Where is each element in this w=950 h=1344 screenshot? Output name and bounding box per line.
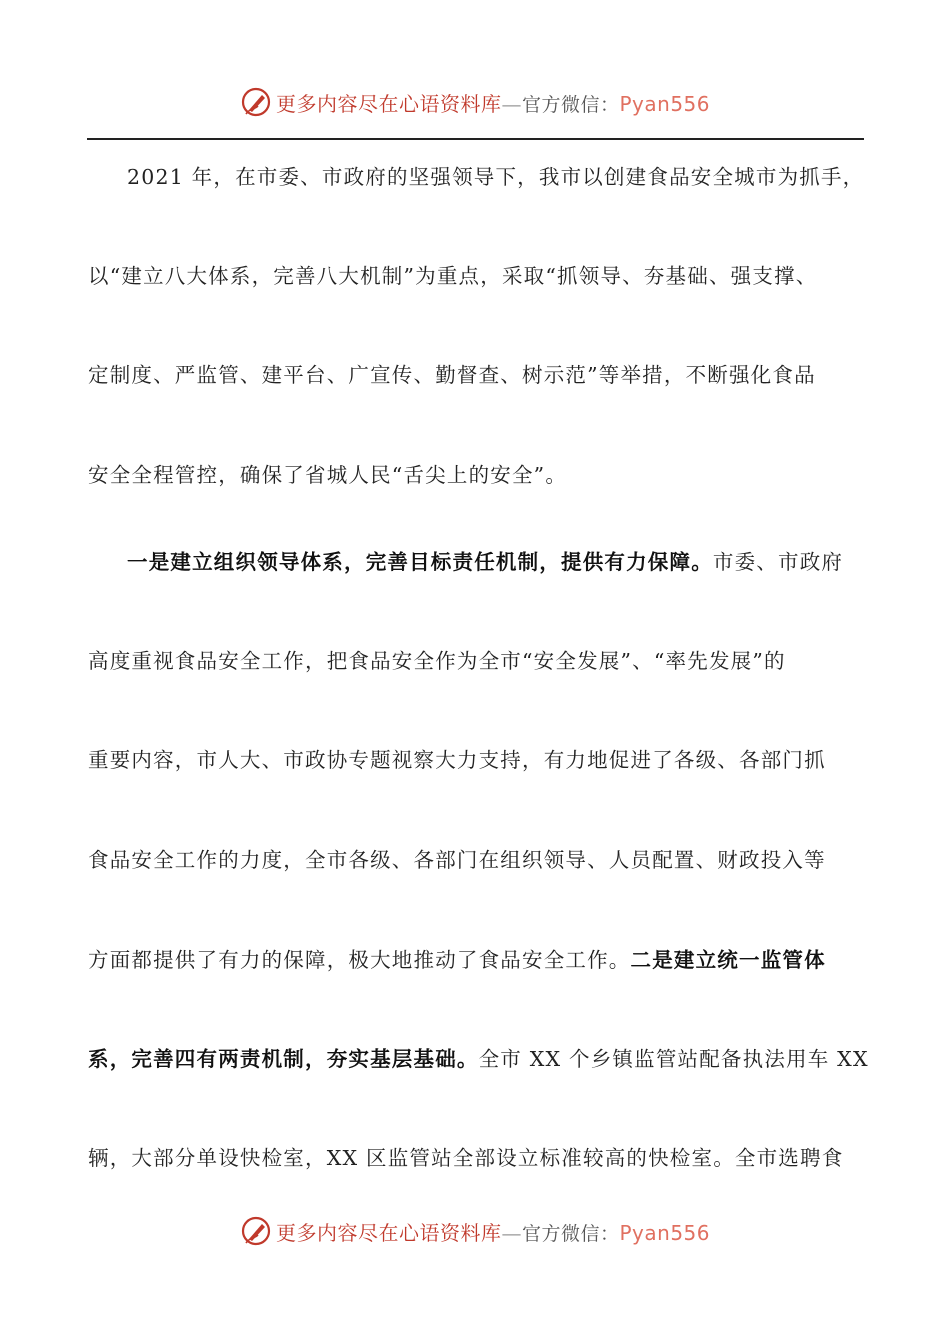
para2-line3: 重要内容，市人大、市政协专题视察大力支持，有力地促进了各级、各部门抓 [88,748,826,772]
pen-logo-icon [240,86,272,118]
section-heading-1: 一是建立组织领导体系，完善目标责任机制，提供有力保障。 [127,550,713,574]
pen-logo-icon [240,1215,272,1247]
para2-line1 [127,545,843,575]
para2-line1-rest: 市委、市政府 [712,550,844,574]
watermark-wechat-id: Pyan556 [619,91,711,116]
para1-line1: 2021 年，在市委、市政府的坚强领导下，我市以创建食品安全城市为抓手， [127,165,865,189]
watermark-site-text: 更多内容尽在心语资料库 [275,1220,502,1245]
section-heading-2-part1: 二是建立统一监管体 [630,948,826,972]
watermark-wechat-label: 官方微信： [521,1222,620,1245]
para1-line3: 定制度、严监管、建平台、广宣传、勤督查、树示范”等举措，不断强化食品 [88,363,816,387]
para2-line7: 辆，大部分单设快检室，XX 区监管站全部设立标准较高的快检室。全市选聘食 [88,1146,844,1170]
para1-line4: 安全全程管控，确保了省城人民“舌尖上的安全”。 [88,463,568,487]
para1-line2: 以“建立八大体系，完善八大机制”为重点，采取“抓领导、夯基础、强支撑、 [88,264,818,288]
section-heading-2-part2: 系，完善四有两责机制，夯实基层基础。 [88,1047,479,1071]
para2-line6-rest: 全市 XX 个乡镇监管站配备执法用车 XX [478,1047,869,1071]
para2-line5-plain: 方面都提供了有力的保障，极大地推动了食品安全工作。 [88,948,631,972]
para2-line4: 食品安全工作的力度，全市各级、各部门在组织领导、人员配置、财政投入等 [88,848,826,872]
watermark-wechat-label: 官方微信： [521,93,620,116]
footer-watermark [0,1211,950,1251]
para2-line6 [88,1042,869,1072]
watermark-dash: — [501,91,522,116]
watermark-wechat-id: Pyan556 [619,1220,711,1245]
para2-line2: 高度重视食品安全工作，把食品安全作为全市“安全发展”、“率先发展”的 [88,649,786,673]
watermark-site-text: 更多内容尽在心语资料库 [275,91,502,116]
para2-line5 [88,943,826,973]
header-rule [87,138,864,140]
header-watermark [0,82,950,122]
watermark-dash: — [501,1220,522,1245]
